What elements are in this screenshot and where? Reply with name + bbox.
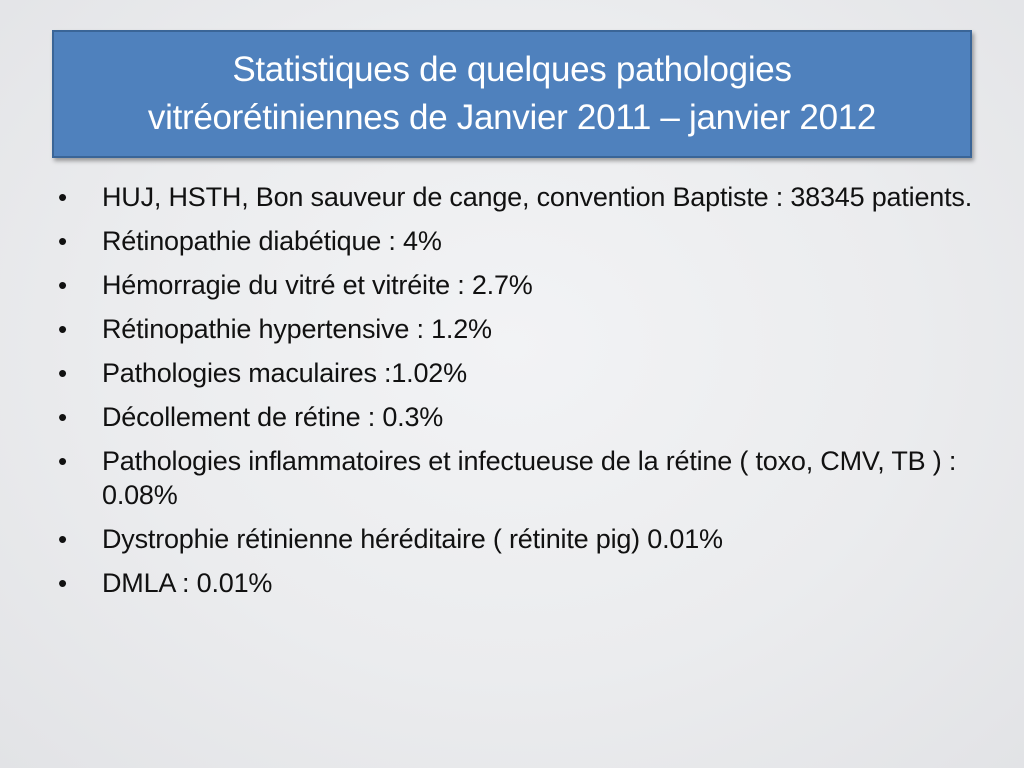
bullet-text-vitreous-hemorrhage: Hémorragie du vitré et vitréite : 2.7% (102, 270, 533, 300)
bullet-text-hereditary-dystrophy: Dystrophie rétinienne héréditaire ( rétinite pig) 0.01% (102, 524, 723, 554)
bullet-dot-icon: • (58, 314, 68, 344)
bullet-item (56, 522, 976, 556)
bullet-item (56, 444, 976, 512)
bullet-text-diabetic-retinopathy: Rétinopathie diabétique : 4% (102, 226, 442, 256)
bullet-item (56, 566, 976, 600)
bullet-dot-icon: • (58, 402, 68, 432)
bullet-text-facilities: HUJ, HSTH, Bon sauveur de cange, convention Baptiste : 38345 patients. (102, 182, 973, 212)
bullet-dot-icon: • (58, 270, 68, 300)
bullet-item (56, 312, 976, 346)
bullet-item (56, 268, 976, 302)
bullet-dot-icon: • (58, 446, 68, 476)
bullet-text-retinal-detachment: Décollement de rétine : 0.3% (102, 402, 444, 432)
bullet-dot-icon: • (58, 568, 68, 598)
bullet-dot-icon: • (58, 358, 68, 388)
bullet-item (56, 180, 976, 214)
bullet-item (56, 400, 976, 434)
slide-title-box (52, 30, 972, 158)
bullet-list (56, 180, 976, 610)
bullet-item (56, 356, 976, 390)
bullet-dot-icon: • (58, 226, 68, 256)
bullet-text-amd: DMLA : 0.01% (102, 568, 273, 598)
bullet-text-macular-pathologies: Pathologies maculaires :1.02% (102, 358, 467, 388)
bullet-item (56, 224, 976, 258)
slide-title-line-1: Statistiques de quelques pathologies (232, 50, 792, 89)
bullet-dot-icon: • (58, 182, 68, 212)
slide-title-line-2: vitréorétiniennes de Janvier 2011 – janvier 2012 (147, 98, 877, 137)
bullet-text-hypertensive-retinopathy: Rétinopathie hypertensive : 1.2% (102, 314, 492, 344)
bullet-text-inflammatory-pathologies: Pathologies inflammatoires et infectueuse de la rétine ( toxo, CMV, TB ) : 0.08% (102, 446, 957, 510)
bullet-dot-icon: • (58, 524, 68, 554)
